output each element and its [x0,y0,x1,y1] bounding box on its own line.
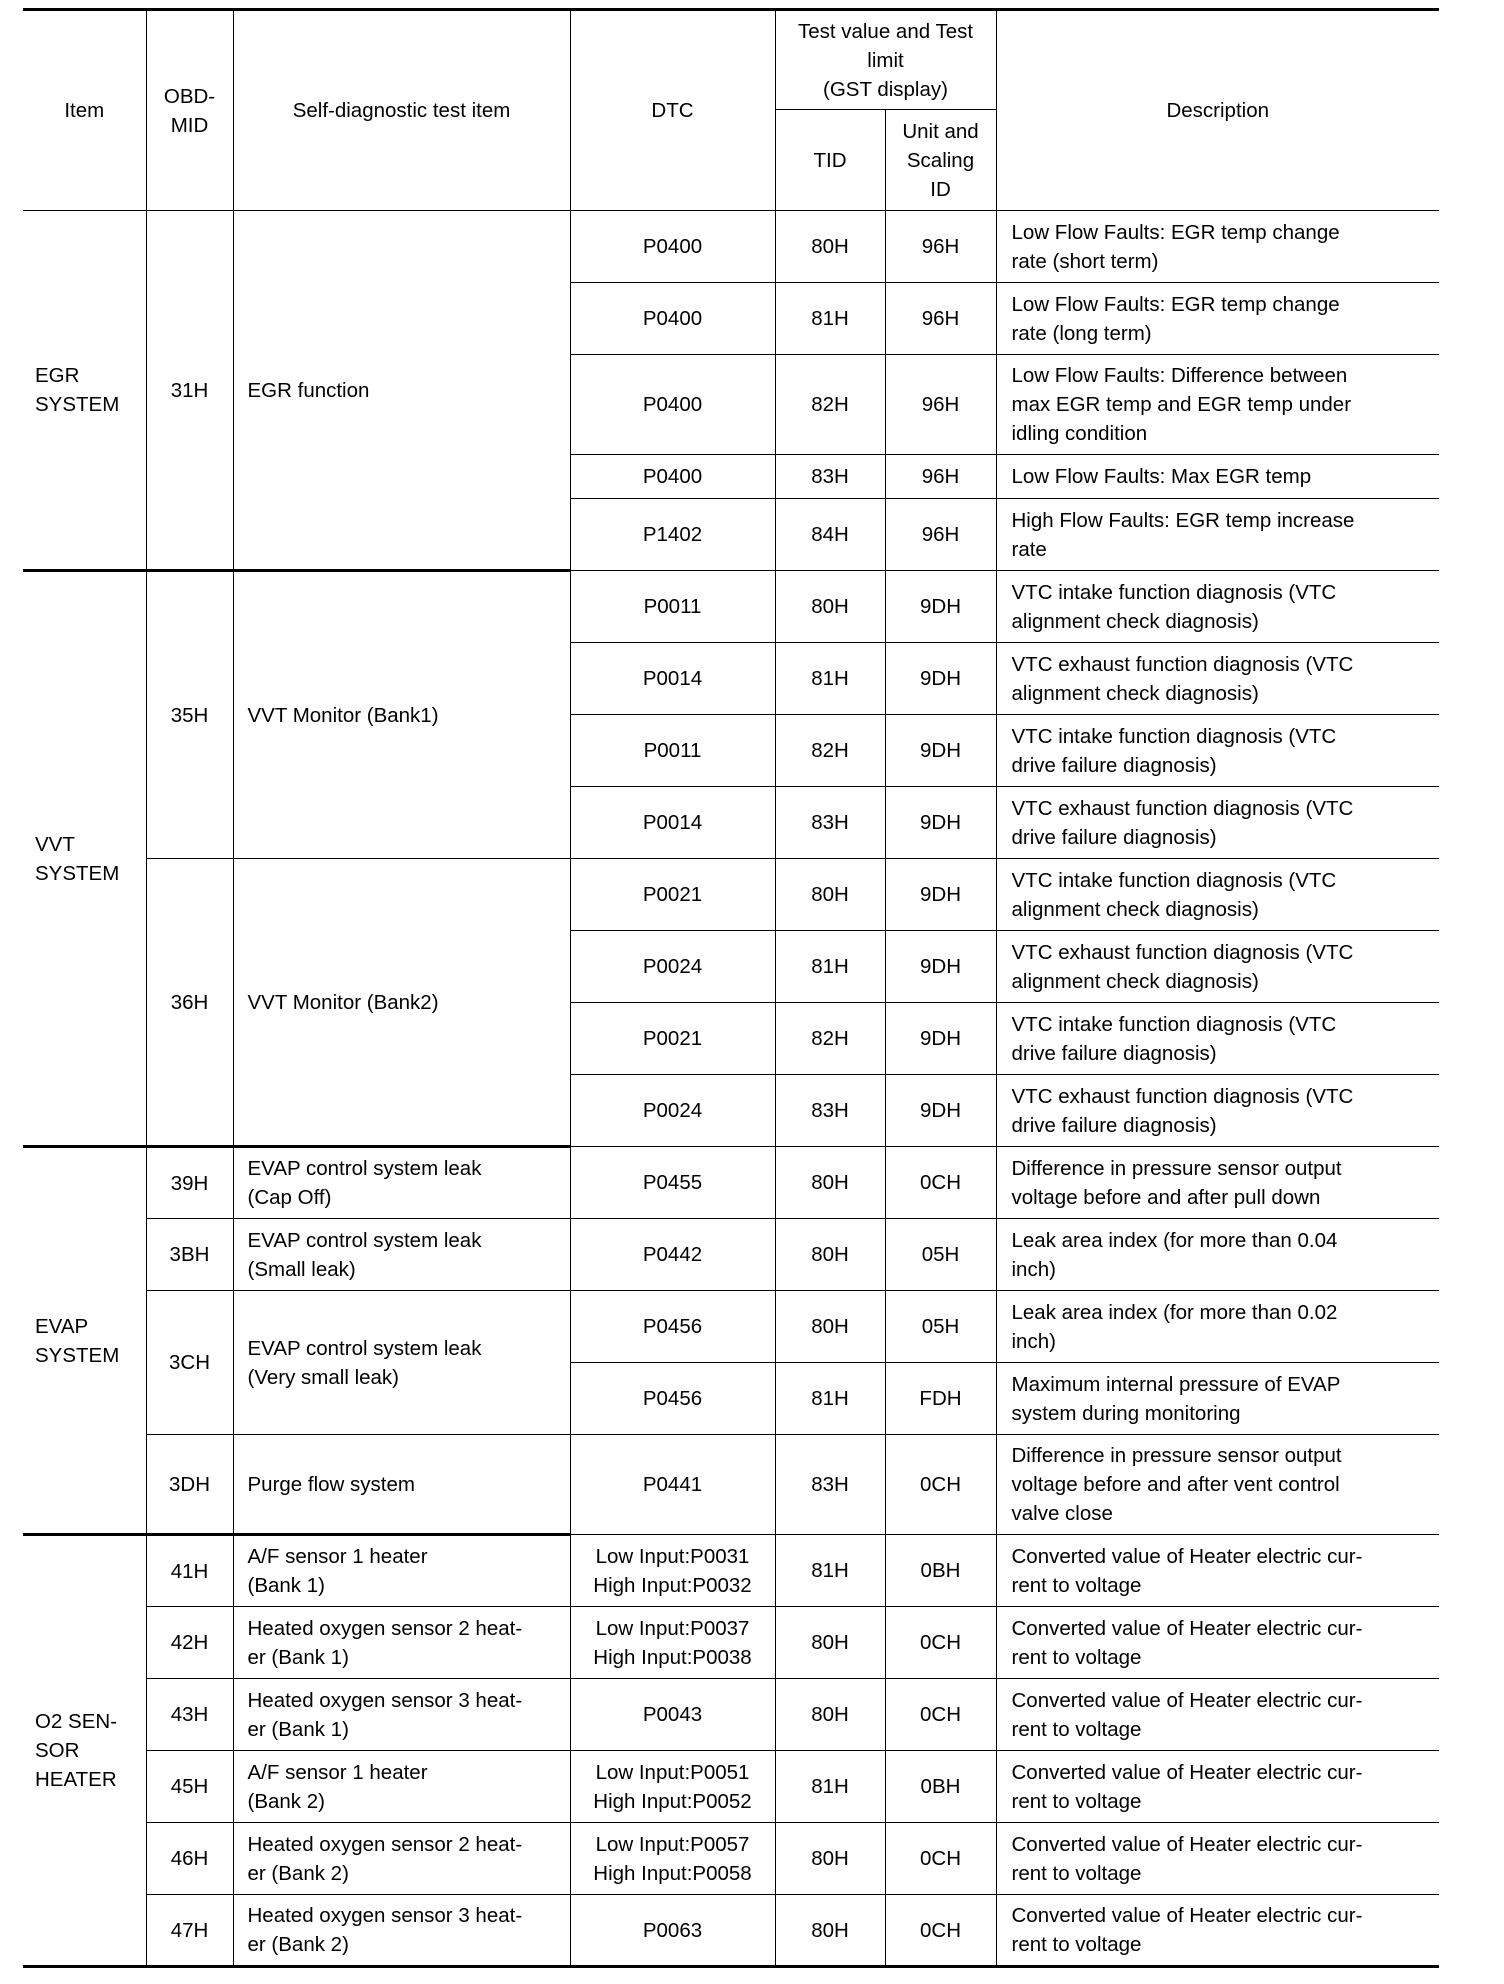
dtc-cell: P0043 [570,1679,775,1751]
tid-cell: 80H [775,1219,885,1291]
tid-cell: 83H [775,1075,885,1147]
description-cell: Converted value of Heater electric cur- rent to voltage [996,1751,1439,1823]
unit-scaling-cell: 96H [885,211,996,283]
tid-cell: 80H [775,1291,885,1363]
table-row [23,571,1439,643]
item-cell: O2 SEN- SOR HEATER [23,1535,146,1967]
tid-cell: 81H [775,931,885,1003]
unit-scaling-cell: FDH [885,1363,996,1435]
dtc-cell: P0021 [570,859,775,931]
dtc-cell [570,1751,775,1823]
unit-scaling-cell: 0CH [885,1607,996,1679]
tid-cell: 80H [775,1147,885,1219]
dtc-cell: P0014 [570,643,775,715]
description-cell: VTC exhaust function diagnosis (VTC drive failure diagnosis) [996,1075,1439,1147]
tid-cell: 81H [775,1363,885,1435]
obd-mid-cell: 36H [146,859,233,1147]
test-item-cell: EVAP control system leak (Very small leak) [233,1291,570,1435]
tid-cell: 80H [775,1823,885,1895]
dtc-cell: P1402 [570,499,775,571]
description-cell: Converted value of Heater electric cur- rent to voltage [996,1679,1439,1751]
dtc-cell: P0442 [570,1219,775,1291]
table-row [23,859,1439,931]
dtc-cell: P0441 [570,1435,775,1535]
table-row [23,1679,1439,1751]
header-item: Item [23,10,146,211]
test-item-cell: Heated oxygen sensor 2 heat- er (Bank 1) [233,1607,570,1679]
unit-scaling-cell: 0CH [885,1679,996,1751]
tid-cell: 80H [775,1607,885,1679]
description-cell: High Flow Faults: EGR temp increase rate [996,499,1439,571]
obd-mid-cell: 35H [146,571,233,859]
obd-mid-cell: 45H [146,1751,233,1823]
table-row [23,1291,1439,1363]
obd-mid-cell: 47H [146,1895,233,1967]
dtc-cell: P0021 [570,1003,775,1075]
obd-mid-cell: 3BH [146,1219,233,1291]
table-row [23,1823,1439,1895]
dtc-cell: P0024 [570,1075,775,1147]
header-tid: TID [775,110,885,211]
dtc-high-input: High Input:P0052 [593,1789,752,1813]
description-cell: VTC intake function diagnosis (VTC alignment check diagnosis) [996,859,1439,931]
item-cell: VVT SYSTEM [23,571,146,1147]
dtc-cell [570,1823,775,1895]
unit-scaling-cell: 96H [885,455,996,499]
test-item-cell: VVT Monitor (Bank2) [233,859,570,1147]
unit-scaling-cell: 9DH [885,859,996,931]
unit-scaling-cell: 0BH [885,1535,996,1607]
unit-scaling-cell: 96H [885,355,996,455]
obd-mid-cell: 3CH [146,1291,233,1435]
obd-mid-cell: 43H [146,1679,233,1751]
tid-cell: 80H [775,211,885,283]
unit-scaling-cell: 9DH [885,931,996,1003]
test-item-cell: Heated oxygen sensor 3 heat- er (Bank 1) [233,1679,570,1751]
description-cell: VTC exhaust function diagnosis (VTC alignment check diagnosis) [996,643,1439,715]
test-item-cell: EVAP control system leak (Cap Off) [233,1147,570,1219]
description-cell: Converted value of Heater electric cur- rent to voltage [996,1607,1439,1679]
description-cell: VTC intake function diagnosis (VTC drive failure diagnosis) [996,1003,1439,1075]
header-description: Description [996,10,1439,211]
obd-mid-cell: 41H [146,1535,233,1607]
table-row [23,1607,1439,1679]
unit-scaling-cell: 96H [885,283,996,355]
tid-cell: 80H [775,571,885,643]
dtc-cell: P0063 [570,1895,775,1967]
unit-scaling-cell: 0BH [885,1751,996,1823]
header-dtc: DTC [570,10,775,211]
header-obd-mid: OBD- MID [146,10,233,211]
tid-cell: 81H [775,1751,885,1823]
description-cell: Low Flow Faults: EGR temp change rate (long term) [996,283,1439,355]
tid-cell: 80H [775,859,885,931]
dtc-cell: P0400 [570,283,775,355]
header-test-value: Test value and Test limit (GST display) [775,10,996,110]
description-cell: Low Flow Faults: Difference between max EGR temp and EGR temp under idling condition [996,355,1439,455]
unit-scaling-cell: 05H [885,1219,996,1291]
test-item-cell: Purge flow system [233,1435,570,1535]
dtc-cell: P0455 [570,1147,775,1219]
tid-cell: 81H [775,283,885,355]
obd-mid-cell: 42H [146,1607,233,1679]
test-item-cell: EVAP control system leak (Small leak) [233,1219,570,1291]
dtc-high-input: High Input:P0058 [593,1861,752,1885]
description-cell: Low Flow Faults: Max EGR temp [996,455,1439,499]
unit-scaling-cell: 0CH [885,1147,996,1219]
tid-cell: 81H [775,643,885,715]
dtc-cell: P0400 [570,211,775,283]
unit-scaling-cell: 9DH [885,1003,996,1075]
unit-scaling-cell: 0CH [885,1895,996,1967]
description-cell: Converted value of Heater electric cur- rent to voltage [996,1823,1439,1895]
unit-scaling-cell: 9DH [885,1075,996,1147]
test-item-cell: Heated oxygen sensor 2 heat- er (Bank 2) [233,1823,570,1895]
table-body [23,211,1439,1967]
dtc-high-input: High Input:P0038 [593,1645,752,1669]
header-self-diagnostic-test-item: Self-diagnostic test item [233,10,570,211]
table-row [23,1895,1439,1967]
test-item-cell: VVT Monitor (Bank1) [233,571,570,859]
tid-cell: 83H [775,1435,885,1535]
table-header [23,10,1439,211]
tid-cell: 80H [775,1679,885,1751]
test-item-cell: A/F sensor 1 heater (Bank 1) [233,1535,570,1607]
tid-cell: 81H [775,1535,885,1607]
description-cell: Leak area index (for more than 0.02 inch) [996,1291,1439,1363]
dtc-cell [570,1535,775,1607]
header-unit-scaling-id: Unit and Scaling ID [885,110,996,211]
description-cell: VTC exhaust function diagnosis (VTC alignment check diagnosis) [996,931,1439,1003]
description-cell: Leak area index (for more than 0.04 inch) [996,1219,1439,1291]
dtc-cell: P0014 [570,787,775,859]
dtc-cell: P0400 [570,455,775,499]
description-cell: Maximum internal pressure of EVAP system during monitoring [996,1363,1439,1435]
test-item-cell: A/F sensor 1 heater (Bank 2) [233,1751,570,1823]
description-cell: VTC exhaust function diagnosis (VTC drive failure diagnosis) [996,787,1439,859]
table-row [23,1435,1439,1535]
table-row [23,1751,1439,1823]
dtc-cell: P0011 [570,571,775,643]
dtc-cell: P0456 [570,1291,775,1363]
tid-cell: 82H [775,1003,885,1075]
item-cell: EVAP SYSTEM [23,1147,146,1535]
unit-scaling-cell: 0CH [885,1823,996,1895]
dtc-low-input: Low Input:P0031 [595,1544,750,1568]
dtc-low-input: Low Input:P0037 [595,1616,750,1640]
obd-mid-cell: 46H [146,1823,233,1895]
dtc-cell [570,1607,775,1679]
description-cell: Difference in pressure sensor output voltage before and after pull down [996,1147,1439,1219]
obd-mid-cell: 31H [146,211,233,571]
dtc-cell: P0456 [570,1363,775,1435]
description-cell: Difference in pressure sensor output voltage before and after vent control valve close [996,1435,1439,1535]
tid-cell: 83H [775,455,885,499]
tid-cell: 80H [775,1895,885,1967]
dtc-high-input: High Input:P0032 [593,1573,752,1597]
dtc-cell: P0400 [570,355,775,455]
unit-scaling-cell: 9DH [885,715,996,787]
table-row [23,1147,1439,1219]
description-cell: VTC intake function diagnosis (VTC alignment check diagnosis) [996,571,1439,643]
unit-scaling-cell: 9DH [885,643,996,715]
unit-scaling-cell: 9DH [885,571,996,643]
description-cell: VTC intake function diagnosis (VTC drive failure diagnosis) [996,715,1439,787]
dtc-cell: P0011 [570,715,775,787]
dtc-cell: P0024 [570,931,775,1003]
description-cell: Converted value of Heater electric cur- rent to voltage [996,1535,1439,1607]
obd-mid-cell: 3DH [146,1435,233,1535]
diagnostic-table [23,8,1439,1968]
unit-scaling-cell: 05H [885,1291,996,1363]
tid-cell: 83H [775,787,885,859]
unit-scaling-cell: 96H [885,499,996,571]
test-item-cell: EGR function [233,211,570,571]
description-cell: Converted value of Heater electric cur- rent to voltage [996,1895,1439,1967]
table-row [23,1219,1439,1291]
dtc-low-input: Low Input:P0057 [595,1832,750,1856]
table-row [23,1535,1439,1607]
item-cell: EGR SYSTEM [23,211,146,571]
tid-cell: 82H [775,355,885,455]
unit-scaling-cell: 9DH [885,787,996,859]
table-row [23,211,1439,283]
tid-cell: 82H [775,715,885,787]
obd-mid-cell: 39H [146,1147,233,1219]
tid-cell: 84H [775,499,885,571]
unit-scaling-cell: 0CH [885,1435,996,1535]
dtc-low-input: Low Input:P0051 [595,1760,750,1784]
test-item-cell: Heated oxygen sensor 3 heat- er (Bank 2) [233,1895,570,1967]
description-cell: Low Flow Faults: EGR temp change rate (short term) [996,211,1439,283]
